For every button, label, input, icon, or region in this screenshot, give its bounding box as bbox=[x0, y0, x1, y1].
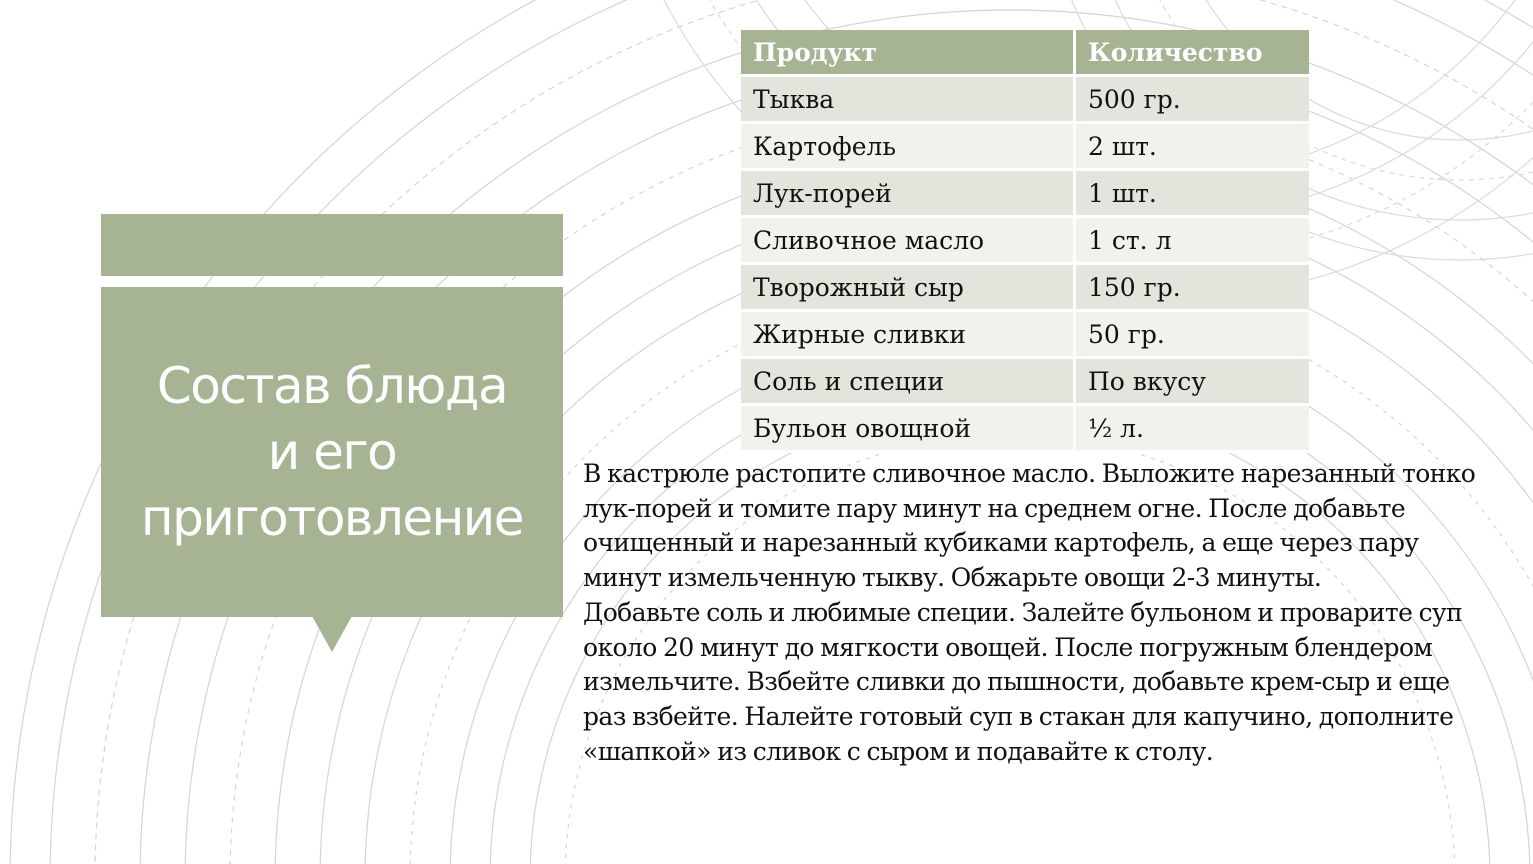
callout-pointer bbox=[312, 616, 352, 652]
cell-amount: 150 гр. bbox=[1076, 265, 1309, 312]
recipe-instructions bbox=[583, 457, 1483, 769]
ingredients-table bbox=[741, 30, 1309, 453]
table-row bbox=[741, 359, 1309, 406]
table-row bbox=[741, 312, 1309, 359]
cell-product: Сливочное масло bbox=[741, 218, 1076, 265]
table-row bbox=[741, 218, 1309, 265]
cell-amount: 50 гр. bbox=[1076, 312, 1309, 359]
cell-amount: По вкусу bbox=[1076, 359, 1309, 406]
table-row bbox=[741, 171, 1309, 218]
cell-amount: 1 ст. л bbox=[1076, 218, 1309, 265]
cell-product: Картофель bbox=[741, 124, 1076, 171]
table-row bbox=[741, 124, 1309, 171]
cell-product: Соль и специи bbox=[741, 359, 1076, 406]
cell-amount: 1 шт. bbox=[1076, 171, 1309, 218]
instruction-paragraph: В кастрюле растопите сливочное масло. Выложите нарезанный тонко лук-порей и томите пару минут на среднем огне. После добавьте очищенный и нарезанный кубиками картофель, а еще через пару минут измельченную тыкву. Обжарьте овощи 2-3 минуты. bbox=[583, 459, 1476, 593]
cell-amount: 500 гр. bbox=[1076, 77, 1309, 124]
table-row bbox=[741, 77, 1309, 124]
instruction-paragraph: Добавьте соль и любимые специи. Залейте бульоном и проварите суп около 20 минут до мягкости овощей. После погружным блендером измельчите. Взбейте сливки до пышности, добавьте крем-сыр и еще раз взбейте. Налейте готовый суп в стакан для капучино, дополните «шапкой» из сливок с сыром и подавайте к столу. bbox=[583, 597, 1463, 766]
cell-amount: 2 шт. bbox=[1076, 124, 1309, 171]
table-row bbox=[741, 265, 1309, 312]
cell-product: Творожный сыр bbox=[741, 265, 1076, 312]
cell-product: Лук-порей bbox=[741, 171, 1076, 218]
cell-product: Жирные сливки bbox=[741, 312, 1076, 359]
cell-product: Тыква bbox=[741, 77, 1076, 124]
title-callout bbox=[101, 287, 563, 617]
title-accent-strip bbox=[101, 214, 563, 276]
slide-title: Состав блюда и его приготовление bbox=[140, 357, 524, 547]
header-amount: Количество bbox=[1076, 30, 1309, 77]
table-header-row bbox=[741, 30, 1309, 77]
header-product: Продукт bbox=[741, 30, 1076, 77]
cell-amount: ½ л. bbox=[1076, 406, 1309, 453]
cell-product: Бульон овощной bbox=[741, 406, 1076, 453]
table-row bbox=[741, 406, 1309, 453]
